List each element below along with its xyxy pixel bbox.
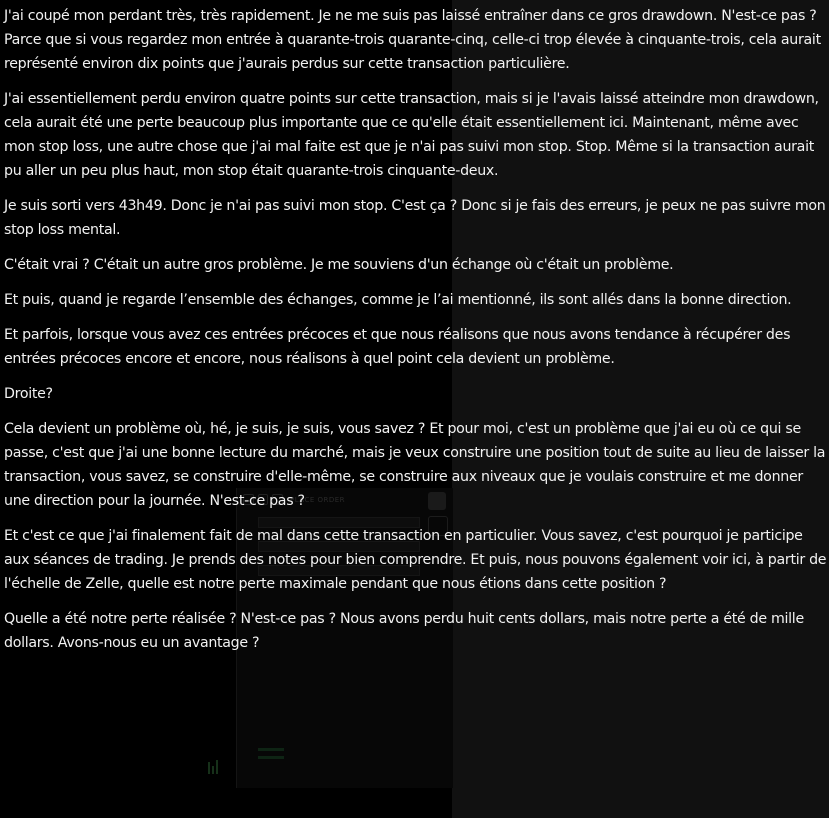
caption-paragraph-3: Je suis sorti vers 43h49. Donc je n'ai pas suivi mon stop. C'est ça ? Donc si je fais des erreurs, je peux ne pas suivre mon stop loss mental. [4,198,826,238]
background-green-bar [258,748,284,751]
caption-paragraph-4: C'était vrai ? C'était un autre gros problème. Je me souviens d'un échange où c'était un problème. [4,257,674,273]
background-panel-title: PLACE ORDER [290,496,346,504]
caption-paragraph-5: Et puis, quand je regarde l’ensemble des échanges, comme je l’ai mentionné, ils sont allés dans la bonne direction. [4,292,792,308]
caption-paragraph-8: Cela devient un problème où, hé, je suis, je suis, vous savez ? Et pour moi, c'est un problème que j'ai eu où ce qui se passe, c'est que j'ai une bonne lecture du marché, mais je veux construire une position tout de suite au lieu de laisser la transaction, vous savez, se construire d'elle-même, se construire aux niveaux que je voulais construire et me donner une direction pour la journée. N'est-ce pas ? [4,421,826,509]
caption-paragraph-10: Quelle a été notre perte réalisée ? N'est-ce pas ? Nous avons perdu huit cents dollars, mais notre perte a été de mille dollars. Avons-nous eu un avantage ? [4,611,804,651]
caption-paragraph-6: Et parfois, lorsque vous avez ces entrées précoces et que nous réalisons que nous avons tendance à récupérer des entrées précoces encore et encore, nous réalisons à quel point cela devient un problème. [4,327,791,367]
caption-transcript [4,4,828,666]
caption-paragraph-1: J'ai coupé mon perdant très, très rapidement. Je ne me suis pas laissé entraîner dans ce gros drawdown. N'est-ce pas ? Parce que si vous regardez mon entrée à quarante-trois quarante-cinq, celle-ci trop élevée à cinquante-trois, cela aurait représenté environ dix points que j'aurais perdus sur cette transaction particulière. [4,8,821,72]
caption-paragraph-2: J'ai essentiellement perdu environ quatre points sur cette transaction, mais si je l'avais laissé atteindre mon drawdown, cela aurait été une perte beaucoup plus importante que ce qu'elle était essentiellement ici. Maintenant, même avec mon stop loss, une autre chose que j'ai mal faite est que je n'ai pas suivi mon stop. Stop. Même si la transaction aurait pu aller un peu plus haut, mon stop était quarante-trois cinquante-deux. [4,91,819,179]
background-candle [212,766,214,774]
caption-paragraph-7: Droite? [4,386,53,402]
background-candle [208,762,210,774]
caption-paragraph-9: Et c'est ce que j'ai finalement fait de mal dans cette transaction en particulier. Vous savez, c'est pourquoi je participe aux séances de trading. Je prends des notes pour bien comprendre. Et puis, nous pouvons également voir ici, à partir de l'échelle de Zelle, quelle est notre perte maximale pendant que nous étions dans cette position ? [4,528,827,592]
background-green-bar [258,756,284,759]
background-candle [216,760,218,774]
